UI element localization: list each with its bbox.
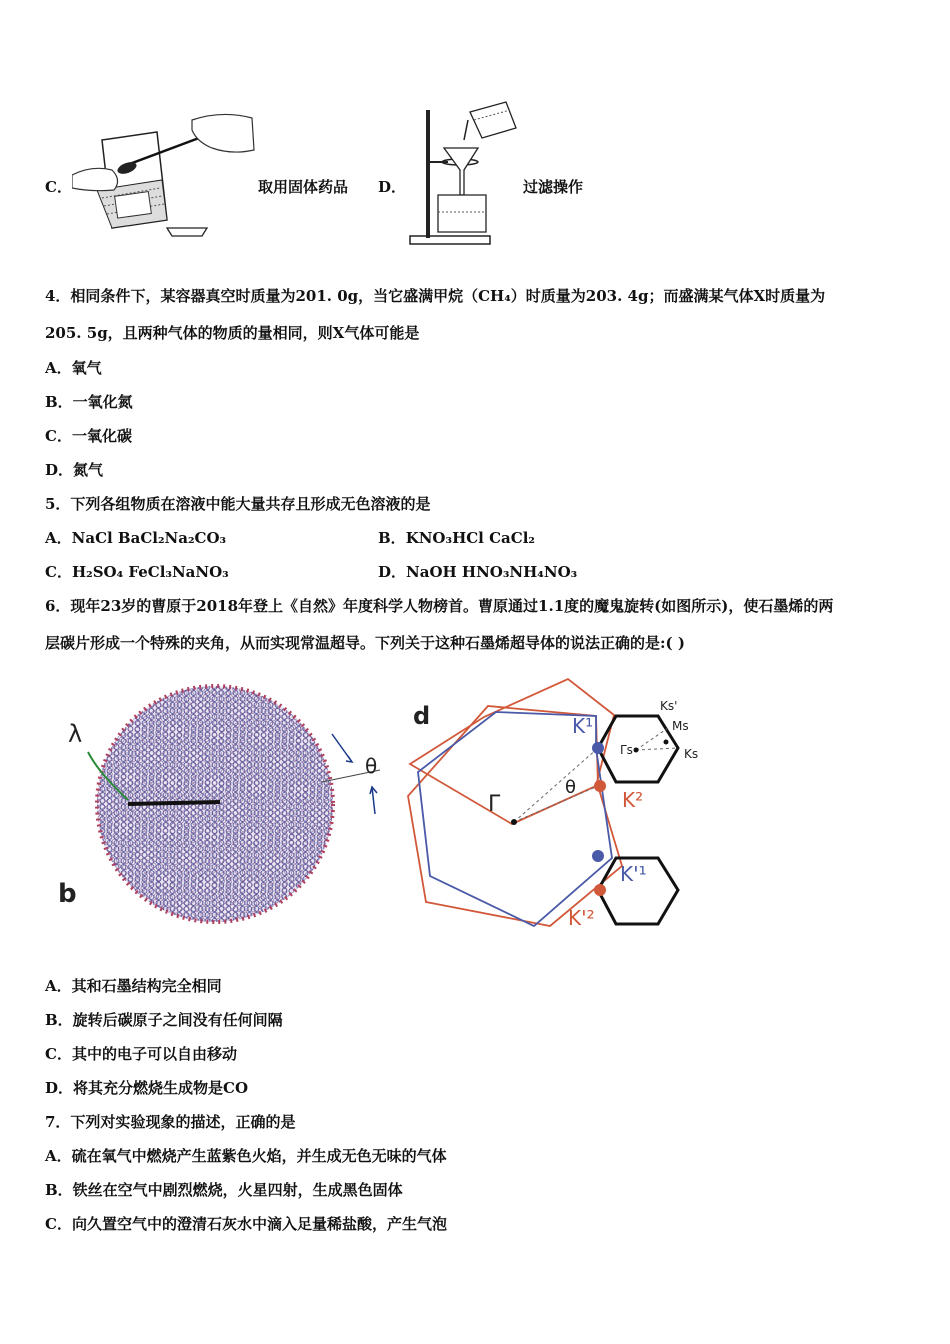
m-s-label: Ms [672, 719, 689, 733]
k-s-label: Ks [684, 747, 699, 761]
kp2-label: K'² [568, 906, 595, 930]
k1-label: K¹ [572, 714, 594, 738]
option-d-label: D． [378, 178, 407, 196]
kp1-point [592, 850, 604, 862]
k2-label: K² [622, 788, 644, 812]
option-c-label: C． [45, 178, 72, 196]
gamma-label: Γ [488, 792, 501, 817]
q5-option-b-label: B． [378, 529, 406, 547]
q6-stem-line1: 6．现年23岁的曹原于2018年登上《自然》年度科学人物榜首。曹原通过1.1度的魔鬼旋转(如图所示)，使石墨烯的两 [45, 597, 834, 615]
red-hexagon [410, 679, 614, 824]
solid-reagent-illustration [72, 110, 257, 245]
red-outline [408, 702, 622, 930]
lambda-label: λ [68, 720, 83, 748]
beaker [438, 195, 486, 232]
q5-option-d [378, 562, 577, 582]
option-c-caption: 取用固体药品 [258, 178, 349, 196]
q5-option-b [378, 528, 535, 548]
q7-stem: 7．下列对实验现象的描述，正确的是 [45, 1113, 296, 1131]
k-s-prime-label: Ks' [660, 699, 678, 713]
gamma-s-label: Γs [620, 743, 633, 757]
q6-stem-line2: 层碳片形成一个特殊的夹角，从而实现常温超导。下列关于这种石墨烯超导体的说法正确的是:( ) [45, 634, 685, 652]
q4-stem-line1: 4．相同条件下，某容器真空时质量为201. 0g，当它盛满甲烷（CH₄）时质量为203. 4g；而盛满某气体X时质量为 [45, 287, 826, 305]
brillouin-panel-d [400, 676, 705, 944]
q5-stem: 5．下列各组物质在溶液中能大量共存且形成无色溶液的是 [45, 495, 431, 513]
scale-bar [128, 802, 220, 804]
theta-label-b: θ [365, 754, 378, 778]
q5-option-d-label: D． [378, 563, 407, 581]
pouring-beaker [470, 102, 516, 138]
panel-b-label: b [58, 879, 77, 909]
q5-option-c-text: H₂SO₄ FeCl₃NaNO₃ [71, 563, 229, 581]
blue-outline [418, 712, 612, 930]
q7-option-b: B．铁丝在空气中剧烈燃烧，火星四射，生成黑色固体 [45, 1181, 403, 1199]
q4-option-b: B．一氧化氮 [45, 393, 133, 411]
q4-option-a: A．氧气 [45, 359, 102, 377]
q4-option-c: C．一氧化碳 [45, 427, 132, 445]
q6-option-a: A．其和石墨结构完全相同 [45, 977, 222, 995]
k1-point [592, 742, 604, 754]
q5-option-a-text: NaCl BaCl₂Na₂CO₃ [71, 529, 227, 547]
q6-option-c: C．其中的电子可以自由移动 [45, 1045, 237, 1063]
q5-option-b-text: KNO₃HCl CaCl₂ [405, 529, 535, 547]
panel-d-label: d [413, 702, 431, 730]
q5-option-a [45, 528, 226, 548]
q4-stem-line2: 205. 5g，且两种气体的物质的量相同，则X气体可能是 [45, 324, 420, 342]
kp2-point [594, 884, 606, 896]
q5-option-a-label: A． [45, 529, 72, 547]
twisted-graphene-panel-b [50, 672, 390, 937]
k2-point [594, 780, 606, 792]
q6-option-d: D．将其充分燃烧生成物是CO [45, 1079, 249, 1097]
q7-option-c: C．向久置空气中的澄清石灰水中滴入足量稀盐酸，产生气泡 [45, 1215, 447, 1233]
q7-option-a: A．硫在氧气中燃烧产生蓝紫色火焰，并生成无色无味的气体 [45, 1147, 447, 1165]
filtration-illustration [408, 100, 523, 250]
right-hand [192, 114, 254, 152]
q5-option-c-label: C． [45, 563, 72, 581]
funnel [444, 148, 478, 195]
option-d-caption: 过滤操作 [523, 178, 584, 196]
theta-label-d: θ [565, 777, 577, 798]
watch-glass [167, 228, 207, 236]
q4-option-d: D．氮气 [45, 461, 104, 479]
q5-option-c [45, 562, 229, 582]
kp1-label: K'¹ [620, 862, 647, 886]
q6-option-b: B．旋转后碳原子之间没有任何间隔 [45, 1011, 283, 1029]
q5-option-d-text: NaOH HNO₃NH₄NO₃ [406, 563, 578, 581]
left-hand [72, 168, 118, 190]
